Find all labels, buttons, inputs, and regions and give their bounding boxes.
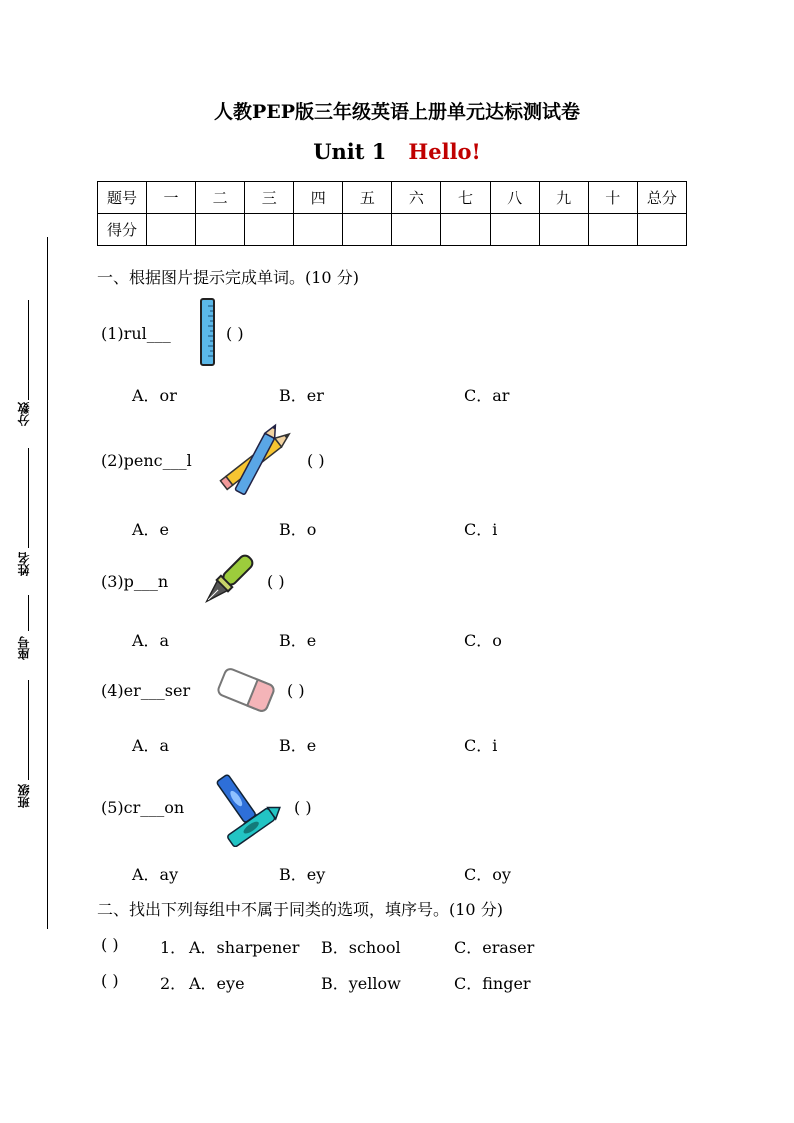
score-cell: 三 (245, 182, 294, 214)
score-fill-line[interactable] (28, 300, 29, 400)
question-1-prompt: (1)rul___ (101, 324, 171, 343)
unit-title: Hello! (408, 139, 481, 164)
score-input-cell[interactable] (490, 214, 539, 246)
score-row-label: 得分 (98, 214, 147, 246)
seat-label: 座号 (17, 636, 31, 660)
score-cell: 九 (539, 182, 588, 214)
answer-blank[interactable]: ( ) (307, 451, 325, 470)
score-table-score-row (98, 214, 687, 246)
option-b[interactable]: B．yellow (321, 974, 401, 993)
score-input-cell[interactable] (294, 214, 343, 246)
option-c[interactable]: C．oy (464, 865, 511, 884)
score-input-cell[interactable] (343, 214, 392, 246)
score-cell: 十 (588, 182, 637, 214)
option-c[interactable]: C．i (464, 520, 498, 539)
class-fill-line[interactable] (28, 680, 29, 780)
score-input-cell[interactable] (539, 214, 588, 246)
crayon-icon (208, 765, 284, 851)
score-input-cell[interactable] (392, 214, 441, 246)
option-a[interactable]: A．eye (189, 974, 245, 993)
score-input-cell[interactable] (637, 214, 686, 246)
answer-blank[interactable]: ( ) (287, 681, 305, 700)
option-c[interactable]: C．ar (464, 386, 510, 405)
score-cell: 总分 (637, 182, 686, 214)
answer-blank[interactable]: ( ) (101, 935, 119, 954)
score-input-cell[interactable] (147, 214, 196, 246)
score-table (97, 181, 687, 246)
answer-blank[interactable]: ( ) (294, 798, 312, 817)
score-input-cell[interactable] (196, 214, 245, 246)
class-label: 班级 (17, 784, 31, 808)
option-a[interactable]: A．e (132, 520, 170, 539)
eraser-icon (215, 663, 277, 721)
score-table-header-row (98, 182, 687, 214)
option-c[interactable]: C．i (464, 736, 498, 755)
score-cell: 题号 (98, 182, 147, 214)
score-cell: 二 (196, 182, 245, 214)
option-b[interactable]: B．er (279, 386, 324, 405)
option-b[interactable]: B．e (279, 736, 317, 755)
question-2-prompt: (2)penc___l (101, 451, 192, 470)
question-5-prompt: (5)cr___on (101, 798, 185, 817)
option-a[interactable]: A．a (132, 631, 170, 650)
score-cell: 七 (441, 182, 490, 214)
name-fill-line[interactable] (28, 448, 29, 548)
answer-blank[interactable]: ( ) (226, 324, 244, 343)
pen-icon (196, 548, 260, 616)
score-cell: 一 (147, 182, 196, 214)
seat-fill-line[interactable] (28, 595, 29, 631)
answer-blank[interactable]: ( ) (267, 572, 285, 591)
unit-heading (0, 139, 794, 164)
option-b[interactable]: B．ey (279, 865, 326, 884)
score-cell: 八 (490, 182, 539, 214)
score-cell: 四 (294, 182, 343, 214)
item-number: 2． (160, 974, 187, 993)
unit-label: Unit 1 (313, 139, 387, 164)
option-a[interactable]: A．a (132, 736, 170, 755)
pencil-icon (214, 415, 302, 507)
option-a[interactable]: A．sharpener (189, 938, 300, 957)
question-4-prompt: (4)er___ser (101, 681, 191, 700)
score-label: 分数 (17, 402, 31, 426)
option-c[interactable]: C．eraser (454, 938, 535, 957)
score-input-cell[interactable] (441, 214, 490, 246)
option-c[interactable]: C．finger (454, 974, 531, 993)
option-a[interactable]: A．ay (132, 865, 179, 884)
binding-line (47, 237, 48, 929)
option-b[interactable]: B．e (279, 631, 317, 650)
score-cell: 五 (343, 182, 392, 214)
item-number: 1． (160, 938, 187, 957)
option-b[interactable]: B．school (321, 938, 401, 957)
option-b[interactable]: B．o (279, 520, 317, 539)
score-input-cell[interactable] (245, 214, 294, 246)
score-cell: 六 (392, 182, 441, 214)
question-3-prompt: (3)p___n (101, 572, 169, 591)
option-c[interactable]: C．o (464, 631, 502, 650)
section-2-heading: 二、找出下列每组中不属于同类的选项，填序号。(10 分) (97, 900, 503, 919)
answer-blank[interactable]: ( ) (101, 971, 119, 990)
option-a[interactable]: A．or (132, 386, 177, 405)
name-label: 姓名 (17, 552, 31, 576)
page-title: 人教PEP版三年级英语上册单元达标测试卷 (213, 101, 581, 123)
ruler-icon (199, 298, 217, 371)
section-1-heading: 一、根据图片提示完成单词。(10 分) (97, 268, 359, 287)
score-input-cell[interactable] (588, 214, 637, 246)
